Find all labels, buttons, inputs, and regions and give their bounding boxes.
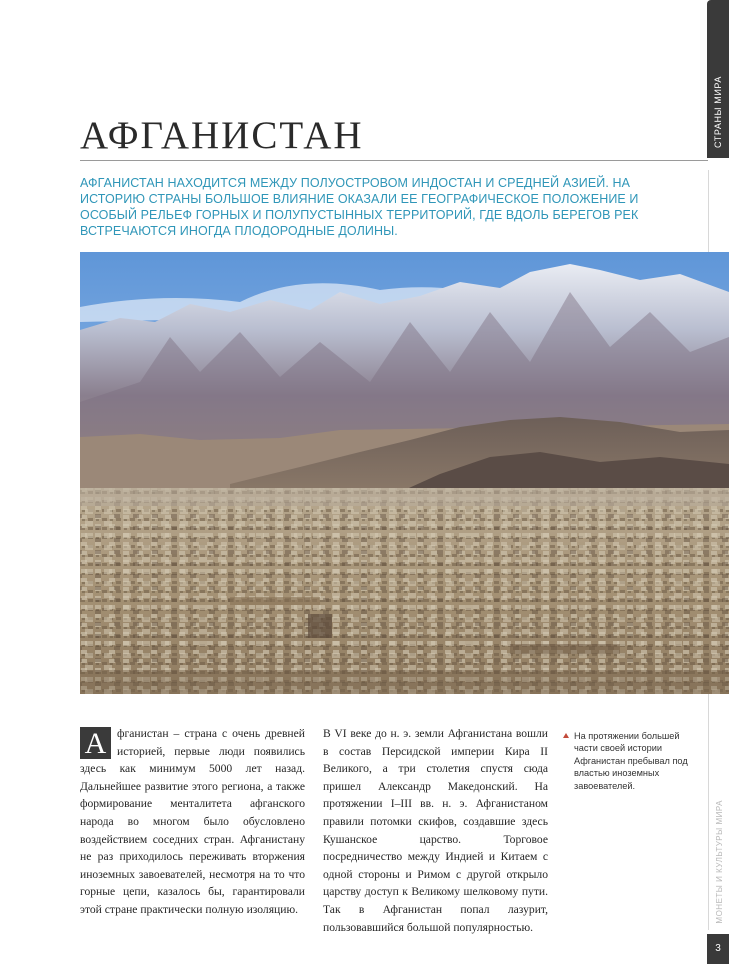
series-label: МОНЕТЫ И КУЛЬТУРЫ МИРА [715,800,724,924]
section-tab-label: СТРАНЫ МИРА [713,75,723,148]
title-divider [80,160,708,161]
page-number: 3 [707,934,729,964]
lead-paragraph: АФГАНИСТАН НАХОДИТСЯ МЕЖДУ ПОЛУОСТРОВОМ ИНДОСТАН И СРЕДНЕЙ АЗИЕЙ. НА ИСТОРИЮ СТРАНЫ БОЛЬШОЕ ВЛИЯНИЕ ОКАЗАЛИ ЕЕ ГЕОГРАФИЧЕСКОЕ ПОЛОЖЕНИЕ И ОСОБЫЙ РЕЛЬЕФ ГОРНЫХ И ПОЛУПУСТЫННЫХ ТЕРРИТОРИЙ, ГДЕ ВДОЛЬ БЕРЕГОВ РЕК ВСТРЕЧАЮТСЯ ИНОГДА ПЛОДОРОДНЫЕ ДОЛИНЫ. [80,176,639,238]
section-tab [707,0,729,158]
article-column-1-text: фганистан – страна с очень древней историей, первые люди появились здесь как минимум 5000 лет назад. Дальнейшее развитие этого региона, а также формирование менталитета афганского народа во многом было обусловлено воздействием соседних стран. Афганистану не раз приходилось переживать вторжения иноземных завоевателей, несмотря на то что горные цепи, казалось бы, гарантировали этой стране практически полную изоляцию. [80,727,305,916]
photo-caption-text: На протяжении большей части своей истории Афганистан пребывал под властью иноземных завоевателей. [574,731,688,791]
page-title: АФГАНИСТАН [80,114,364,157]
landscape-photo [80,252,729,694]
caption-arrow-icon [563,733,569,738]
article-column-1 [80,725,305,919]
photo-caption [563,730,693,792]
article-column-2: В VI веке до н. э. земли Афганистана вошли в состав Персидской империи Кира II Великого, а три столетия спустя сюда пришел Александр Македонский. На протяжении I–III вв. н. э. Афганистаном правили потомки скифов, создавшие здесь Кушанское царство. Торговое посредничество между Индией и Китаем с одной стороны и Римом с другой открыло царству доступ к Великому шелковому пути. Так в Афганистан попал лазурит, пользовавшийся большой популярностью. [323,727,548,934]
drop-cap: А [80,727,111,759]
